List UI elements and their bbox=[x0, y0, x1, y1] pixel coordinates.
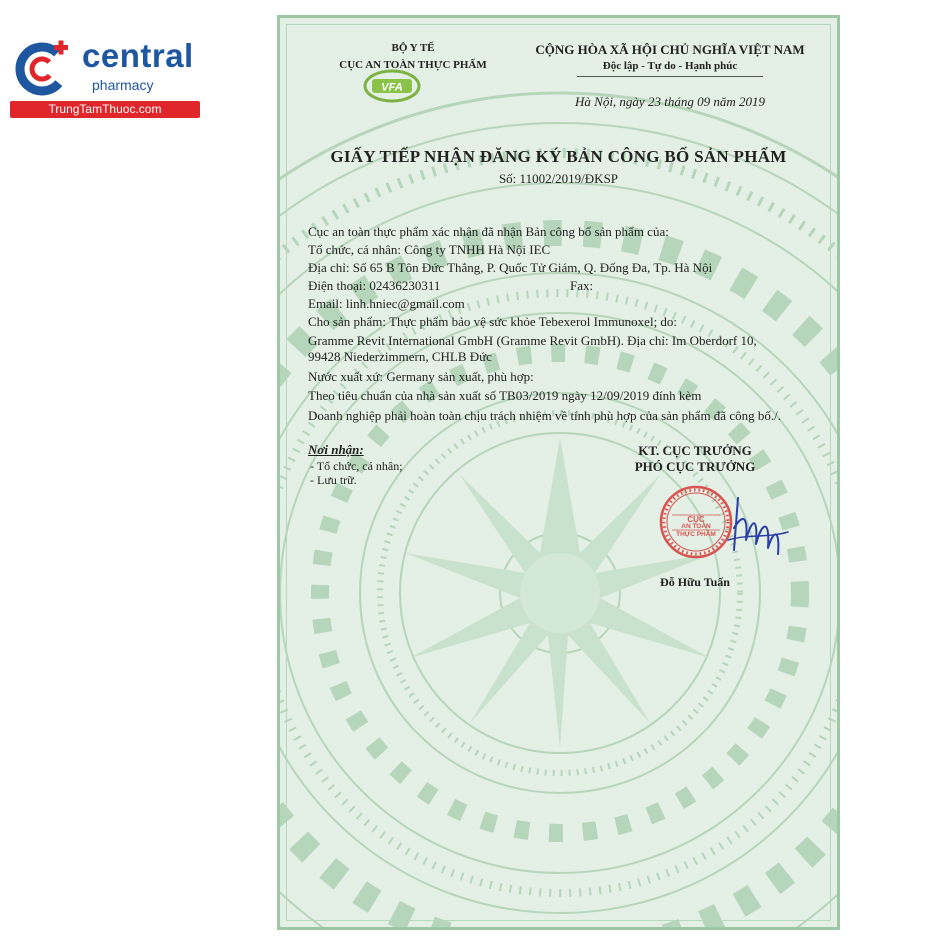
body-line: Nước xuất xứ: Germany sản xuất, phù hợp: bbox=[308, 369, 534, 384]
issue-date: Hà Nội, ngày 23 tháng 09 năm 2019 bbox=[575, 94, 765, 109]
national-motto: Độc lập - Tự do - Hạnh phúc bbox=[602, 60, 738, 72]
body-line: 99428 Niederzimmern, CHLB Đức bbox=[308, 349, 492, 364]
certificate-number: Số: 11002/2019/ĐKSP bbox=[498, 171, 619, 186]
vfa-logo-icon bbox=[362, 66, 422, 106]
body-line: Địa chỉ: Số 65 B Tôn Đức Thắng, P. Quốc Tử Giám, Q. Đống Đa, Tp. Hà Nội bbox=[308, 260, 713, 275]
svg-text:AN TOÀN: AN TOÀN bbox=[681, 523, 711, 530]
body-line: Cho sản phẩm: Thực phẩm bảo vệ sức khỏe Tebexerol Immunoxel; do: bbox=[308, 314, 678, 329]
central-pharmacy-logo-icon bbox=[12, 37, 74, 97]
body-line: Email: linh.hniec@gmail.com bbox=[308, 296, 465, 311]
ministry-name: BỘ Y TẾ bbox=[391, 42, 435, 54]
brand-tagline: pharmacy bbox=[92, 77, 154, 93]
signer-name: Đỗ Hữu Tuấn bbox=[660, 575, 730, 589]
svg-text:THỰC PHẨM: THỰC PHẨM bbox=[676, 531, 716, 538]
body-line: Cục an toàn thực phẩm xác nhận đã nhận Bản công bố sản phẩm của: bbox=[308, 224, 669, 239]
certificate-title: GIẤY TIẾP NHẬN ĐĂNG KÝ BẢN CÔNG BỐ SẢN PHẨM bbox=[330, 147, 787, 166]
body-line: Tổ chức, cá nhân: Công ty TNHH Hà Nội IEC bbox=[308, 242, 551, 257]
brand-name: central bbox=[82, 37, 194, 74]
handwritten-signature-icon bbox=[718, 488, 798, 568]
recipient-item: - Tổ chức, cá nhân; bbox=[310, 459, 403, 473]
brand-logo bbox=[8, 33, 208, 123]
republic-title: CỘNG HÒA XÃ HỘI CHỦ NGHĨA VIỆT NAM bbox=[535, 42, 805, 57]
motto-underline bbox=[577, 76, 763, 77]
body-line: Gramme Revit International GmbH (Gramme Revit GmbH). Địa chỉ: Im Oberdorf 10, bbox=[308, 333, 757, 348]
svg-text:CỤC: CỤC bbox=[687, 515, 705, 524]
fax-label: Fax: bbox=[570, 278, 594, 293]
signature-title: KT. CỤC TRƯỞNG bbox=[638, 443, 752, 458]
vfa-logo-text: VFA bbox=[381, 81, 403, 94]
brand-url: TrungTamThuoc.com bbox=[10, 101, 200, 118]
recipients-title: Nơi nhận: bbox=[308, 442, 364, 457]
recipient-item: - Lưu trữ. bbox=[310, 473, 357, 487]
department-name: CỤC AN TOÀN THỰC PHẨM bbox=[339, 59, 487, 71]
body-line: Doanh nghiệp phải hoàn toàn chịu trách nhiệm về tính phù hợp của sản phẩm đã công bố./. bbox=[308, 408, 781, 423]
body-line: Theo tiêu chuẩn của nhà sản xuất số TB03/2019 ngày 12/09/2019 đính kèm bbox=[308, 388, 702, 403]
signature-subtitle: PHÓ CỤC TRƯỞNG bbox=[634, 459, 756, 474]
certificate-document bbox=[277, 15, 840, 930]
body-line: Điện thoại: 02436230311 bbox=[308, 278, 441, 293]
